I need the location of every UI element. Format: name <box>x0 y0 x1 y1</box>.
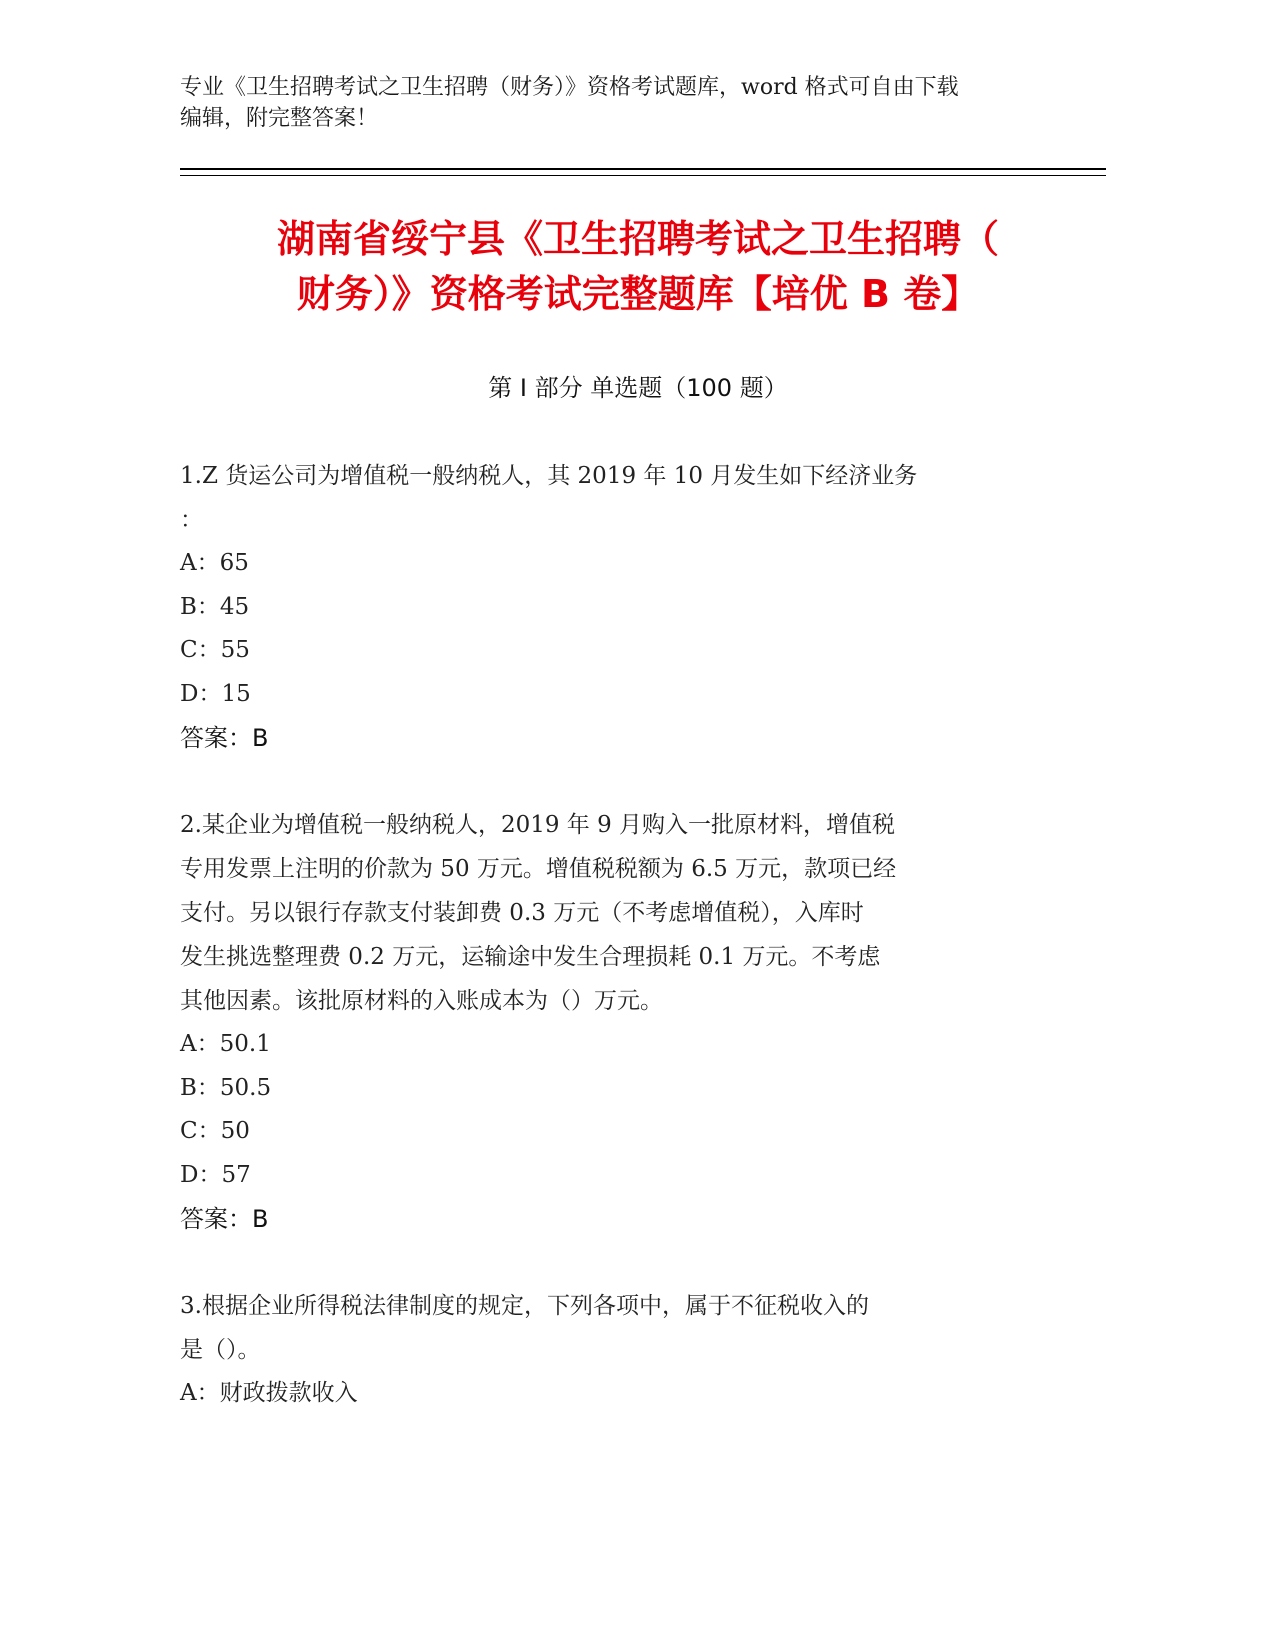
document-title <box>150 212 1126 322</box>
question-list <box>180 454 1050 1416</box>
answer: 答案：B <box>180 1205 269 1233</box>
title-line: 财务）》资格考试完整题库【培优 B 卷】 <box>296 272 980 316</box>
document-header <box>180 72 1030 134</box>
question-stem <box>180 1284 1050 1372</box>
stem-line: 是（）。 <box>180 1337 261 1363</box>
question-1 <box>180 454 1050 760</box>
question-2 <box>180 803 1050 1241</box>
stem-line: 发生挑选整理费 0.2 万元，运输途中发生合理损耗 0.1 万元。不考虑 <box>180 944 881 970</box>
stem-line: 其他因素。该批原材料的入账成本为（）万元。 <box>180 988 663 1014</box>
question-stem <box>180 803 1050 1023</box>
header-line: 专业《卫生招聘考试之卫生招聘（财务）》资格考试题库，word 格式可自由下载 <box>180 75 959 100</box>
option-d: D：15 <box>180 680 251 707</box>
option-a: A：财政拨款收入 <box>180 1380 358 1406</box>
header-line: 编辑，附完整答案！ <box>180 106 379 131</box>
question-spacer <box>180 1241 1050 1284</box>
option-c: C：50 <box>180 1118 250 1144</box>
header-divider-thin <box>180 175 1106 176</box>
title-line: 湖南省绥宁县《卫生招聘考试之卫生招聘（ <box>276 217 999 261</box>
stem-line: 专用发票上注明的价款为 50 万元。增值税税额为 6.5 万元，款项已经 <box>180 856 897 882</box>
option-b: B：50.5 <box>180 1074 272 1101</box>
option-a: A：65 <box>180 550 249 576</box>
header-divider <box>180 168 1106 170</box>
stem-line: ： <box>180 507 203 533</box>
section-heading: 第 I 部分 单选题（100 题） <box>488 374 788 402</box>
question-3 <box>180 1284 1050 1416</box>
option-c: C：55 <box>180 637 250 663</box>
stem-line: 2.某企业为增值税一般纳税人，2019 年 9 月购入一批原材料，增值税 <box>180 812 896 838</box>
question-spacer <box>180 760 1050 803</box>
stem-line: 支付。另以银行存款支付装卸费 0.3 万元（不考虑增值税），入库时 <box>180 900 864 926</box>
option-b: B：45 <box>180 593 250 620</box>
option-a: A：50.1 <box>180 1031 271 1057</box>
question-stem <box>180 454 1050 542</box>
stem-line: 1.Z 货运公司为增值税一般纳税人，其 2019 年 10 月发生如下经济业务 <box>180 463 918 489</box>
stem-line: 3.根据企业所得税法律制度的规定，下列各项中，属于不征税收入的 <box>180 1293 869 1319</box>
answer: 答案：B <box>180 724 269 752</box>
option-d: D：57 <box>180 1161 251 1188</box>
